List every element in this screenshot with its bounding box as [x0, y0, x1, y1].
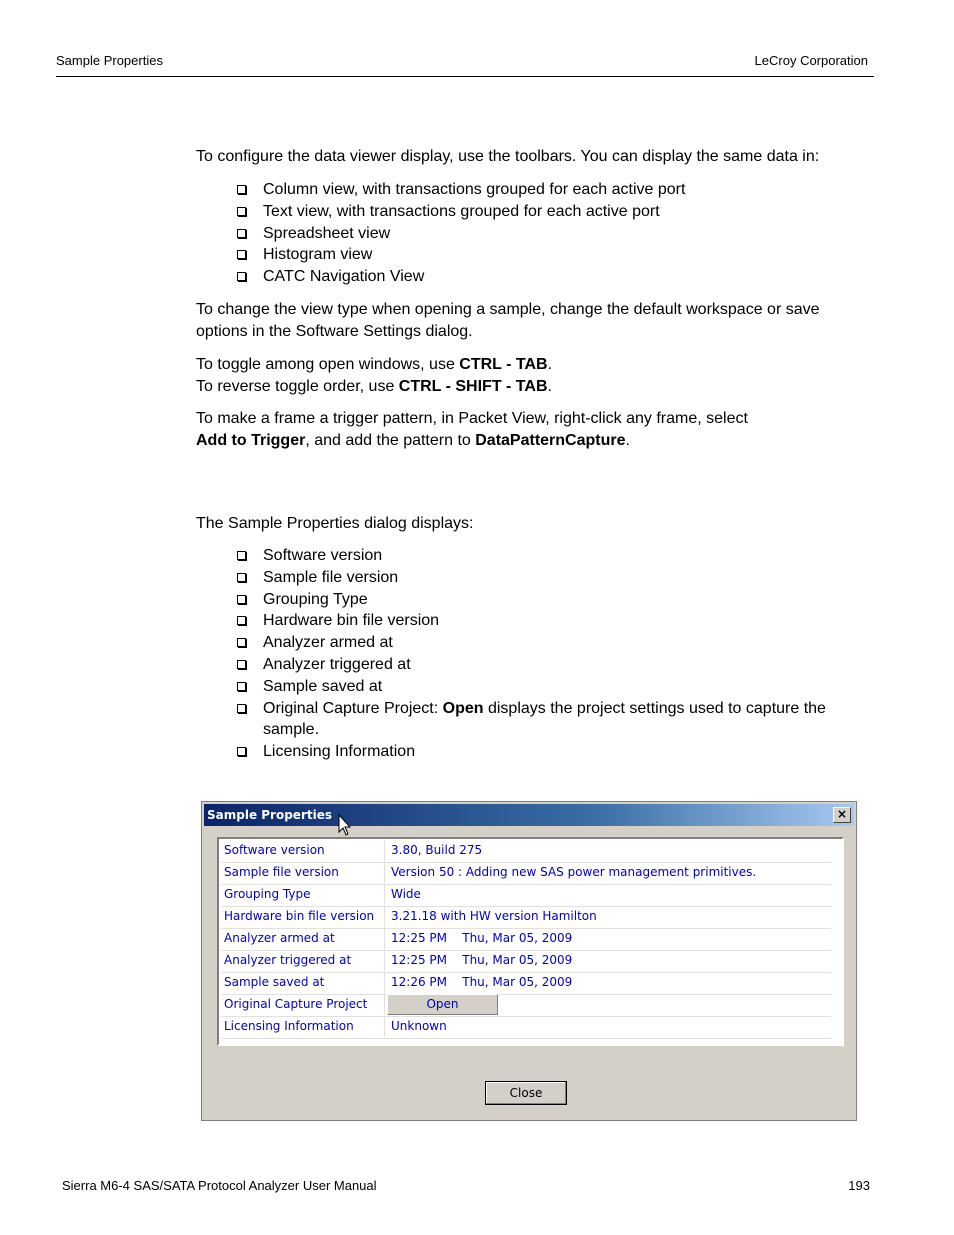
list-item: Spreadsheet view [237, 223, 877, 245]
dialog-titlebar[interactable] [204, 804, 854, 826]
list-item: Hardware bin file version [237, 610, 877, 632]
table-row [221, 862, 831, 885]
ctrl-tab-key: CTRL - TAB [459, 356, 548, 373]
checkbox-bullet-icon [237, 551, 246, 560]
sample-properties-dialog [201, 801, 857, 1121]
list-item: Licensing Information [237, 741, 877, 763]
checkbox-bullet-icon [237, 638, 246, 647]
intro-paragraph: To configure the data viewer display, use the toolbars. You can display the same data in: [196, 148, 820, 165]
property-label: Grouping Type [221, 884, 385, 905]
property-label: Hardware bin file version [221, 906, 385, 927]
table-row [221, 884, 831, 907]
props-intro-paragraph: The Sample Properties dialog displays: [196, 515, 474, 532]
list-item: CATC Navigation View [237, 266, 877, 288]
running-header-title: Sample Properties [56, 53, 163, 68]
property-label: Sample file version [221, 862, 385, 883]
list-item: Analyzer triggered at [237, 654, 877, 676]
table-row [221, 950, 831, 973]
property-value: 12:26 PM Thu, Mar 05, 2009 [391, 975, 573, 989]
mouse-pointer-icon [338, 814, 354, 838]
list-item: Analyzer armed at [237, 632, 877, 654]
property-value: 12:25 PM Thu, Mar 05, 2009 [391, 931, 573, 945]
property-value: Wide [391, 887, 421, 901]
checkbox-bullet-icon [237, 272, 246, 281]
table-row [221, 928, 831, 951]
toggle-paragraph: To toggle among open windows, use CTRL - TAB. To reverse toggle order, use CTRL - SHIFT - TAB. [196, 356, 553, 395]
list-item: Sample saved at [237, 676, 877, 698]
checkbox-bullet-icon [237, 573, 246, 582]
page-number: 193 [848, 1178, 870, 1193]
ctrl-shift-tab-key: CTRL - SHIFT - TAB [398, 378, 548, 395]
close-icon[interactable]: × [833, 807, 851, 823]
property-label: Analyzer triggered at [221, 950, 385, 971]
table-row [221, 1016, 831, 1039]
trigger-paragraph: To make a frame a trigger pattern, in Packet View, right-click any frame, select Add to Trigger, and add the pattern to DataPatternCapture. [196, 410, 748, 449]
view-type-paragraph: To change the view type when opening a sample, change the default workspace or save options in the Software Settings dialog. [196, 301, 820, 340]
dialog-title: Sample Properties [207, 808, 332, 822]
list-item: Grouping Type [237, 589, 877, 611]
header-rule [56, 76, 874, 77]
checkbox-bullet-icon [237, 207, 246, 216]
list-item: Column view, with transactions grouped for each active port [237, 179, 877, 201]
property-label: Software version [221, 840, 385, 861]
properties-list [237, 545, 877, 763]
property-value: 3.21.18 with HW version Hamilton [391, 909, 597, 923]
checkbox-bullet-icon [237, 747, 246, 756]
close-button[interactable]: Close [485, 1081, 567, 1105]
checkbox-bullet-icon [237, 250, 246, 259]
checkbox-bullet-icon [237, 682, 246, 691]
table-row [221, 840, 831, 863]
checkbox-bullet-icon [237, 660, 246, 669]
list-item: Original Capture Project: Open displays the project settings used to capture the sample. [237, 698, 877, 742]
list-item: Sample file version [237, 567, 877, 589]
property-label: Original Capture Project [221, 994, 385, 1015]
open-capture-project-button[interactable]: Open [387, 994, 498, 1015]
checkbox-bullet-icon [237, 704, 246, 713]
checkbox-bullet-icon [237, 616, 246, 625]
property-label: Analyzer armed at [221, 928, 385, 949]
add-to-trigger-term: Add to Trigger [196, 432, 306, 449]
data-pattern-capture-term: DataPatternCapture [475, 432, 626, 449]
views-list [237, 179, 877, 288]
checkbox-bullet-icon [237, 229, 246, 238]
property-label: Sample saved at [221, 972, 385, 993]
checkbox-bullet-icon [237, 185, 246, 194]
footer-manual-title: Sierra M6-4 SAS/SATA Protocol Analyzer User Manual [62, 1178, 377, 1193]
property-label: Licensing Information [221, 1016, 385, 1037]
running-header-company: LeCroy Corporation [754, 53, 868, 68]
table-row [221, 906, 831, 929]
property-value: 3.80, Build 275 [391, 843, 483, 857]
table-row [221, 994, 831, 1017]
property-value: Unknown [391, 1019, 447, 1033]
table-row [221, 972, 831, 995]
list-item: Histogram view [237, 244, 877, 266]
checkbox-bullet-icon [237, 595, 246, 604]
properties-grid [217, 837, 844, 1046]
list-item: Software version [237, 545, 877, 567]
list-item: Text view, with transactions grouped for each active port [237, 201, 877, 223]
property-value: Version 50 : Adding new SAS power management primitives. [391, 865, 757, 879]
property-value: 12:25 PM Thu, Mar 05, 2009 [391, 953, 573, 967]
